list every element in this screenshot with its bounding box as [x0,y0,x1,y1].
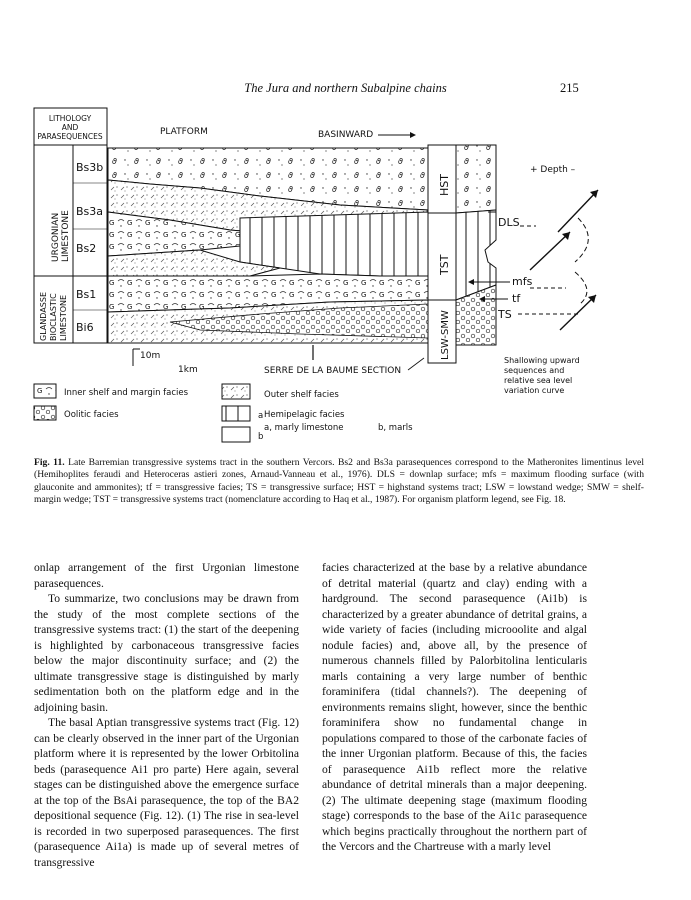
caption-text: Late Barremian transgressive systems tract in the southern Vercors. Bs2 and Bs3a parasequences correspond to the Matheronites limentinus level (Hemihoplites feraudi and Heteroceras astieri zones, Arnaud-Vanneau et al., 1976). DLS = downlap surface; mfs = maximum flooding surface (with glauconite and ammonites); tf = transgressive facies; TS = transgressive surface; HST = highstand systems tract; LSW = lowstand wedge; SMW = shelf-margin wedge; TST = transgressive systems tract (nomenclature according to Haq et al., 1987). For organism platform legend, see Fig. 18. [34,457,644,506]
tract-lsw-smw: LSW-SMW [440,310,451,360]
legend-outer-shelf: Outer shelf facies [264,390,339,400]
caption-label: Fig. 11. [34,457,65,468]
lithology-heading-1: LITHOLOGY [48,114,92,123]
legend-marly-limestone: a, marly limestone [264,423,344,433]
legend-oolitic: Oolitic facies [64,410,119,420]
legend-inner-shelf: Inner shelf and margin facies [64,388,189,398]
legend-key-a: a [258,411,264,421]
curve-caption-3: relative sea level [504,376,573,385]
scale-vertical: 10m [140,351,161,361]
parasequence-bs3a: Bs3a [76,205,104,218]
legend-hemipelagic: Hemipelagic facies [264,410,345,420]
glandasse-label-1: GLANDASSE [39,292,48,341]
surface-ts: TS [498,308,512,321]
tract-hst: HST [438,174,451,196]
section-label: SERRE DE LA BAUME SECTION [264,366,402,376]
glandasse-label-2: BIOCLASTIC [49,293,58,341]
running-header-title: The Jura and northern Subalpine chains [244,81,447,95]
surface-tf: tf [512,292,521,305]
urgonian-label-2: LIMESTONE [61,210,71,262]
platform-label: PLATFORM [160,127,208,137]
paragraph: The basal Aptian transgressive systems tract (Fig. 12) can be clearly observed in the inner part of the Urgonian platform where it is represented by the lower Orbitolina beds (parasequence Ai1 pro parte) Here again, several stages can be distinguished above the emergence surface at the top of the BsAi parasequence, the top of the BA2 depositional sequence (Fig. 12). (1) The rise in sea-level is recorded in two superposed parasequences. The first (parasequence Ai1a) is made up of several metres of transgressive [34,716,299,869]
cross-section [108,148,428,343]
body-column-right [322,560,587,855]
paragraph: To summarize, two conclusions may be drawn from the study of the most complete sections of the transgressive systems tract: (1) the start of the deepening is highlighted by carbonaceous transgressive facies below the major discontinuity surface; and (2) the ultimate transgressive stage is distinguished by marly sedimentation both on the platform edge and in the adjoining basin. [34,592,299,714]
legend [34,384,413,442]
glandasse-label-3: LIMESTONE [59,294,68,341]
systems-tract-column [428,145,456,363]
tract-tst: TST [438,254,451,275]
legend-key-b: b [258,432,264,442]
sea-level-curve [518,190,598,330]
surface-mfs: mfs [512,275,533,288]
page-number: 215 [560,81,579,95]
scale-horizontal: 1km [178,365,198,375]
paragraph: onlap arrangement of the first Urgonian limestone parasequences. [34,561,299,590]
basin-wedge [456,145,496,345]
scale-bar [133,349,140,366]
figure-caption [34,457,644,507]
lithology-heading-2: AND [61,123,79,132]
urgonian-label-1: URGONIAN [51,212,61,262]
lithology-column [34,108,107,343]
parasequence-bs1: Bs1 [76,288,97,301]
basinward-arrow-icon [378,132,416,138]
curve-caption-1: Shallowing upward [504,356,580,365]
lithology-heading-3: PARASEQUENCES [37,132,103,141]
curve-caption-4: variation curve [504,386,565,395]
legend-marls: b, marls [378,423,413,433]
basinward-label: BASINWARD [318,130,374,140]
parasequence-bs3b: Bs3b [76,161,104,174]
paragraph: facies characterized at the base by a relative abundance of detrital material (quartz and clay) ending with a hardground. The second parasequence (Ai1b) is characterized by a greater abundance of detrital grains, a wide variety of facies (including microoolite and algal nodule facies) and, above all, by the presence of numerous channels filled by Palorbitolina lenticularis marls containing a very large number of benthic foraminifera (tidal channels?). The deepening of environments remains slight, however, since the benthic foraminifera show no fundamental change in populations compared to those of the carbonate facies of the inner Urgonian platform. Because of this, the facies of parasequence Ai1b reflect more the relative abundance of detrital minerals than a major deepening. (2) The ultimate deepening stage (maximum flooding stage) corresponds to the base of the Ai1c parasequence which begins practically throughout the northern part of the Vercors and the Chartreuse with a marly level [322,561,587,853]
body-column-left [34,560,299,870]
parasequence-bi6: Bi6 [76,321,94,334]
curve-caption-2: sequences and [504,366,565,375]
depth-label: + Depth – [530,165,576,175]
surface-dls: DLS [498,216,520,229]
parasequence-bs2: Bs2 [76,242,97,255]
